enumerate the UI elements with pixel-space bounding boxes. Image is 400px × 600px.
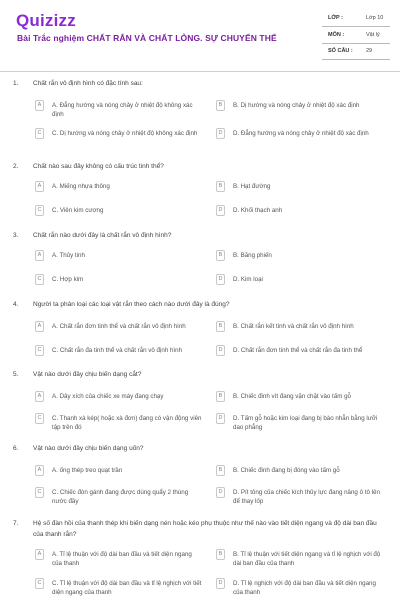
answer-option-b[interactable] xyxy=(216,100,386,114)
option-letter-badge: A xyxy=(35,100,44,111)
option-letter-badge: B xyxy=(216,549,225,560)
option-text: C. Viên kim cương xyxy=(52,207,104,214)
meta-value: Vật lý xyxy=(366,31,380,38)
option-text: B. Chất rắn kết tinh và chất rắn vô định hình xyxy=(233,323,354,330)
answer-option-c[interactable] xyxy=(35,578,205,596)
answer-option-a[interactable] xyxy=(35,465,205,479)
answer-option-b[interactable] xyxy=(216,391,386,405)
option-text: A. Miếng nhựa thông xyxy=(52,183,110,190)
option-letter-badge: C xyxy=(35,128,44,139)
option-letter-badge: D xyxy=(216,128,225,139)
answer-option-b[interactable] xyxy=(216,321,386,335)
question-text: Vật nào dưới đây chịu biến dạng cắt? xyxy=(33,371,142,378)
quizizz-logo: Quizizz xyxy=(16,11,76,30)
question-text: Hệ số đàn hồi của thanh thép khi biến dạng nén hoặc kéo phụ thuộc như thế nào vào tiết diện ngang và độ dài ban đầu của thanh rắn? xyxy=(33,520,377,538)
option-text: C. Hợp kim xyxy=(52,276,84,283)
answer-option-c[interactable] xyxy=(35,205,205,219)
option-letter-badge: D xyxy=(216,413,225,424)
question-number: 6. xyxy=(13,445,19,452)
worksheet-title: Bài Trắc nghiệm CHẤT RẮN VÀ CHẤT LỎNG. SỰ CHUYỂN THỂ xyxy=(17,33,277,43)
option-letter-badge: C xyxy=(35,205,44,216)
answer-option-d[interactable] xyxy=(216,578,386,596)
option-letter-badge: B xyxy=(216,100,225,111)
option-text: D. Tỉ lệ nghịch với độ dài ban đầu và tiết diện ngang của thanh xyxy=(233,580,376,596)
question-number: 7. xyxy=(13,520,19,527)
option-letter-badge: D xyxy=(216,274,225,285)
question-number: 4. xyxy=(13,301,19,308)
answer-option-d[interactable] xyxy=(216,274,386,288)
option-text: C. Dị hướng và nóng chảy ở nhiệt độ không xác định xyxy=(52,130,198,137)
answer-option-a[interactable] xyxy=(35,391,205,405)
answer-option-a[interactable] xyxy=(35,100,205,118)
option-text: D. Kim loại xyxy=(233,276,263,283)
option-text: A. Dây xích của chiếc xe máy đang chạy xyxy=(52,393,164,400)
answer-option-c[interactable] xyxy=(35,345,205,359)
meta-value: 29 xyxy=(366,48,373,54)
option-letter-badge: C xyxy=(35,274,44,285)
answer-option-b[interactable] xyxy=(216,181,386,195)
option-letter-badge: C xyxy=(35,345,44,356)
answer-option-d[interactable] xyxy=(216,128,386,142)
option-letter-badge: A xyxy=(35,321,44,332)
option-letter-badge: B xyxy=(216,391,225,402)
answer-option-a[interactable] xyxy=(35,250,205,264)
option-letter-badge: D xyxy=(216,487,225,498)
option-letter-badge: A xyxy=(35,465,44,476)
option-text: D. Tấm gỗ hoặc kim loại đang bị bào nhẵn bằng lưỡi dao phẳng xyxy=(233,415,378,431)
option-text: D. Khối thạch anh xyxy=(233,207,283,214)
answer-option-a[interactable] xyxy=(35,321,205,335)
option-letter-badge: C xyxy=(35,487,44,498)
option-text: D. Pít tông của chiếc kích thủy lực đang nâng ô tô lên để thay lốp xyxy=(233,489,380,505)
option-letter-badge: D xyxy=(216,345,225,356)
worksheet-header xyxy=(0,0,400,72)
meta-label: SỐ CÂU : xyxy=(328,48,353,54)
option-text: A. Thủy tinh xyxy=(52,252,85,259)
option-letter-badge: B xyxy=(216,321,225,332)
option-text: B. Băng phiến xyxy=(233,252,272,259)
meta-count xyxy=(322,45,390,60)
question-text: Vật nào dưới đây chịu biến dạng uốn? xyxy=(33,445,144,452)
answer-option-a[interactable] xyxy=(35,549,205,567)
meta-grade xyxy=(322,12,390,27)
question-number: 2. xyxy=(13,163,19,170)
option-letter-badge: A xyxy=(35,181,44,192)
option-text: C. Chất rắn đa tinh thể và chất rắn vô định hình xyxy=(52,347,183,354)
answer-option-d[interactable] xyxy=(216,487,386,505)
answer-option-c[interactable] xyxy=(35,413,205,431)
option-letter-badge: B xyxy=(216,181,225,192)
answer-option-d[interactable] xyxy=(216,413,386,431)
option-letter-badge: A xyxy=(35,250,44,261)
option-text: B. Hạt đường xyxy=(233,183,271,190)
option-text: A. Tỉ lệ thuận với độ dài ban đầu và tiết diện ngang của thanh xyxy=(52,551,192,567)
meta-label: MÔN : xyxy=(328,31,345,38)
answer-option-b[interactable] xyxy=(216,465,386,479)
option-text: A. Đẳng hướng và nóng chảy ở nhiệt độ không xác định xyxy=(52,102,193,118)
question-number: 5. xyxy=(13,371,19,378)
meta-subject xyxy=(322,29,390,44)
option-text: B. Chiếc đinh đang bị đóng vào tấm gỗ xyxy=(233,467,340,474)
answer-option-c[interactable] xyxy=(35,487,205,505)
question-text: Chất rắn vô định hình có đặc tính sau: xyxy=(33,80,143,87)
option-text: B. Dị hướng và nóng chảy ở nhiệt độ xác định xyxy=(233,102,360,109)
option-letter-badge: C xyxy=(35,578,44,589)
answer-option-b[interactable] xyxy=(216,250,386,264)
option-letter-badge: A xyxy=(35,391,44,402)
answer-option-d[interactable] xyxy=(216,205,386,219)
meta-label: LỚP : xyxy=(328,15,343,21)
option-text: C. Chiếc đòn gánh đang được dùng quẩy 2 thùng nước đầy xyxy=(52,489,189,505)
answer-option-d[interactable] xyxy=(216,345,386,359)
option-letter-badge: C xyxy=(35,413,44,424)
answer-option-c[interactable] xyxy=(35,128,205,142)
option-text: D. Chất rắn đơn tinh thể và chất rắn đa tinh thể xyxy=(233,347,363,354)
question-number: 1. xyxy=(13,80,19,87)
option-letter-badge: D xyxy=(216,205,225,216)
option-text: A. ống thép treo quạt trần xyxy=(52,467,123,474)
meta-value: Lớp 10 xyxy=(366,15,384,21)
question-text: Người ta phân loại các loại vật rắn theo cách nào dưới đây là đúng? xyxy=(33,301,230,308)
meta-box xyxy=(322,12,390,62)
question-text: Chất rắn nào dưới đây là chất rắn vô định hình? xyxy=(33,232,172,239)
option-text: C. Thanh xà kép( hoặc xà đơn) đang có vận động viên tập trên đó xyxy=(52,415,202,431)
question-number: 3. xyxy=(13,232,19,239)
answer-option-a[interactable] xyxy=(35,181,205,195)
option-text: A. Chất rắn đơn tinh thể và chất rắn vô định hình xyxy=(52,323,186,330)
option-letter-badge: D xyxy=(216,578,225,589)
answer-option-c[interactable] xyxy=(35,274,205,288)
option-text: B. Chiếc đinh vít đang vặn chặt vào tấm gỗ xyxy=(233,393,351,400)
option-text: D. Đẳng hướng và nóng chảy ở nhiệt độ xác định xyxy=(233,130,369,137)
question-text: Chất nào sau đây không có cấu trúc tinh thể? xyxy=(33,163,164,170)
option-text: B. Tỉ lệ thuận với tiết diện ngang và tỉ lệ nghịch với độ dài ban đầu của thanh xyxy=(233,551,381,567)
option-letter-badge: B xyxy=(216,465,225,476)
answer-option-b[interactable] xyxy=(216,549,386,567)
option-letter-badge: B xyxy=(216,250,225,261)
option-text: C. Tỉ lệ thuận với độ dài ban đầu và tỉ lệ nghịch với tiết diện ngang của thanh xyxy=(52,580,202,596)
option-letter-badge: A xyxy=(35,549,44,560)
